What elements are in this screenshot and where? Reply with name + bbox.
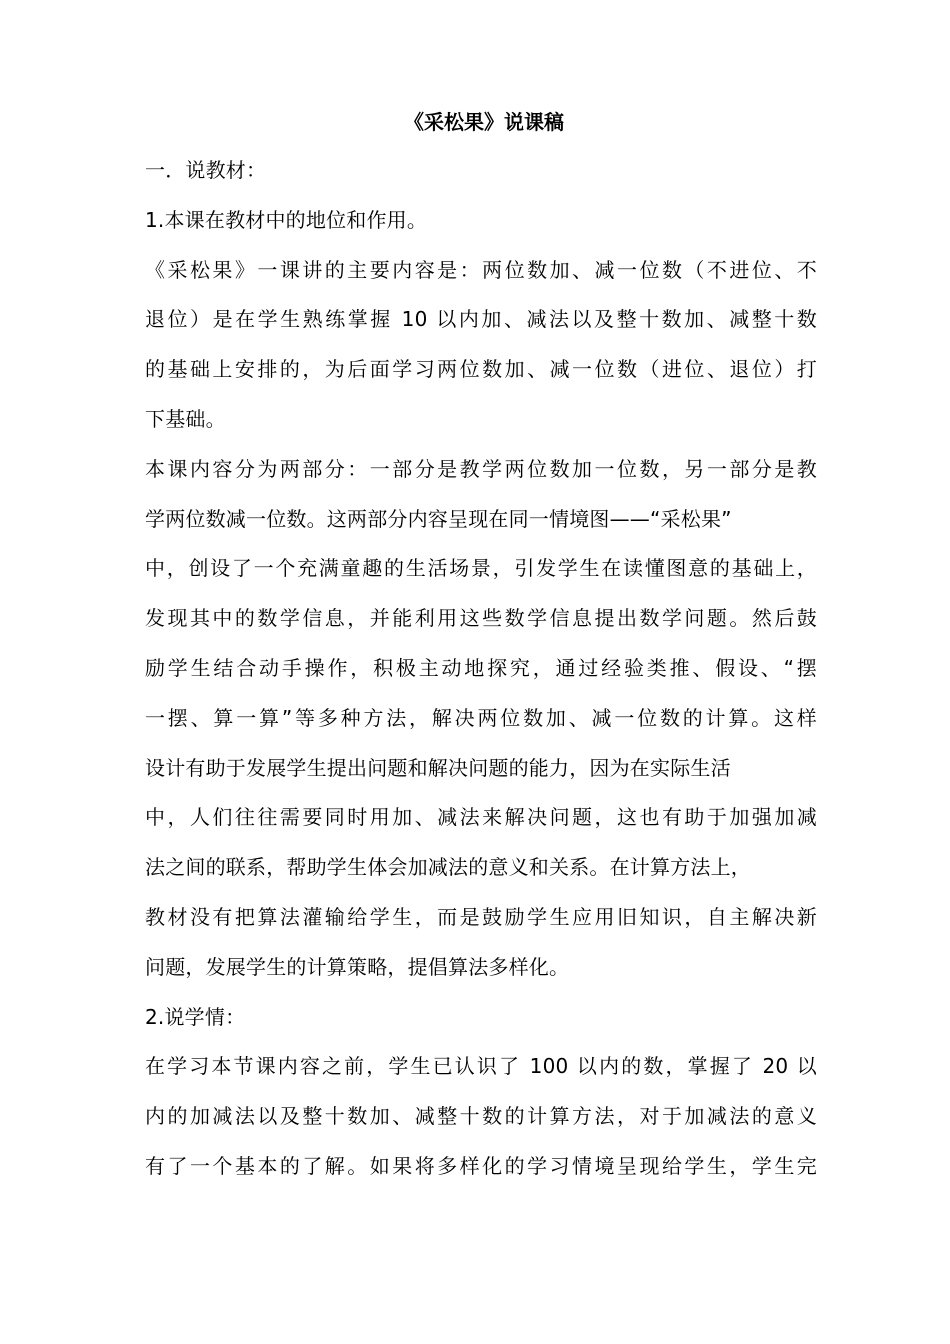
document-title: 《采松果》说课稿 [404, 110, 564, 134]
text-line: 下基础。 [145, 406, 226, 431]
text-line: 教材没有把算法灌输给学生，而是鼓励学生应用旧知识，自主解决新 [145, 904, 817, 929]
text-line: 《采松果》一课讲的主要内容是：两位数加、减一位数（不进位、不 [145, 257, 817, 282]
text-line: 有了一个基本的了解。如果将多样化的学习情境呈现给学生，学生完 [145, 1153, 817, 1178]
text-line: 问题，发展学生的计算策略，提倡算法多样化。 [145, 954, 570, 979]
text-line: 内的加减法以及整十数加、减整十数的计算方法，对于加减法的意义 [145, 1104, 817, 1129]
text-line: 发现其中的数学信息，并能利用这些数学信息提出数学问题。然后鼓 [145, 606, 817, 631]
text-line: 在学习本节课内容之前，学生已认识了 100 以内的数，掌握了 20 以 [145, 1054, 817, 1079]
document-body [145, 146, 817, 1192]
text-line: 本课内容分为两部分：一部分是教学两位数加一位数，另一部分是教 [145, 456, 817, 481]
text-line: 的基础上安排的，为后面学习两位数加、减一位数（进位、退位）打 [145, 357, 817, 382]
text-line: 学两位数减一位数。这两部分内容呈现在同一情境图——“采松果” [145, 506, 732, 531]
text-line: 设计有助于发展学生提出问题和解决问题的能力，因为在实际生活 [145, 755, 731, 780]
text-line: 中，人们往往需要同时用加、减法来解决问题，这也有助于加强加减 [145, 805, 817, 830]
text-line: 1.本课在教材中的地位和作用。 [145, 207, 428, 232]
text-line: 一摆、算一算”等多种方法，解决两位数加、减一位数的计算。这样 [145, 705, 817, 730]
text-line: 励学生结合动手操作，积极主动地探究，通过经验类推、假设、“摆 [145, 655, 817, 680]
text-line: 中，创设了一个充满童趣的生活场景，引发学生在读懂图意的基础上， [145, 556, 817, 581]
text-line: 退位）是在学生熟练掌握 10 以内加、减法以及整十数加、减整十数 [145, 307, 817, 332]
text-line: 法之间的联系，帮助学生体会加减法的意义和关系。在计算方法上， [145, 855, 751, 880]
text-line: 2.说学情： [145, 1004, 246, 1029]
text-line: 一．说教材： [145, 158, 267, 182]
document-page [145, 98, 817, 1192]
